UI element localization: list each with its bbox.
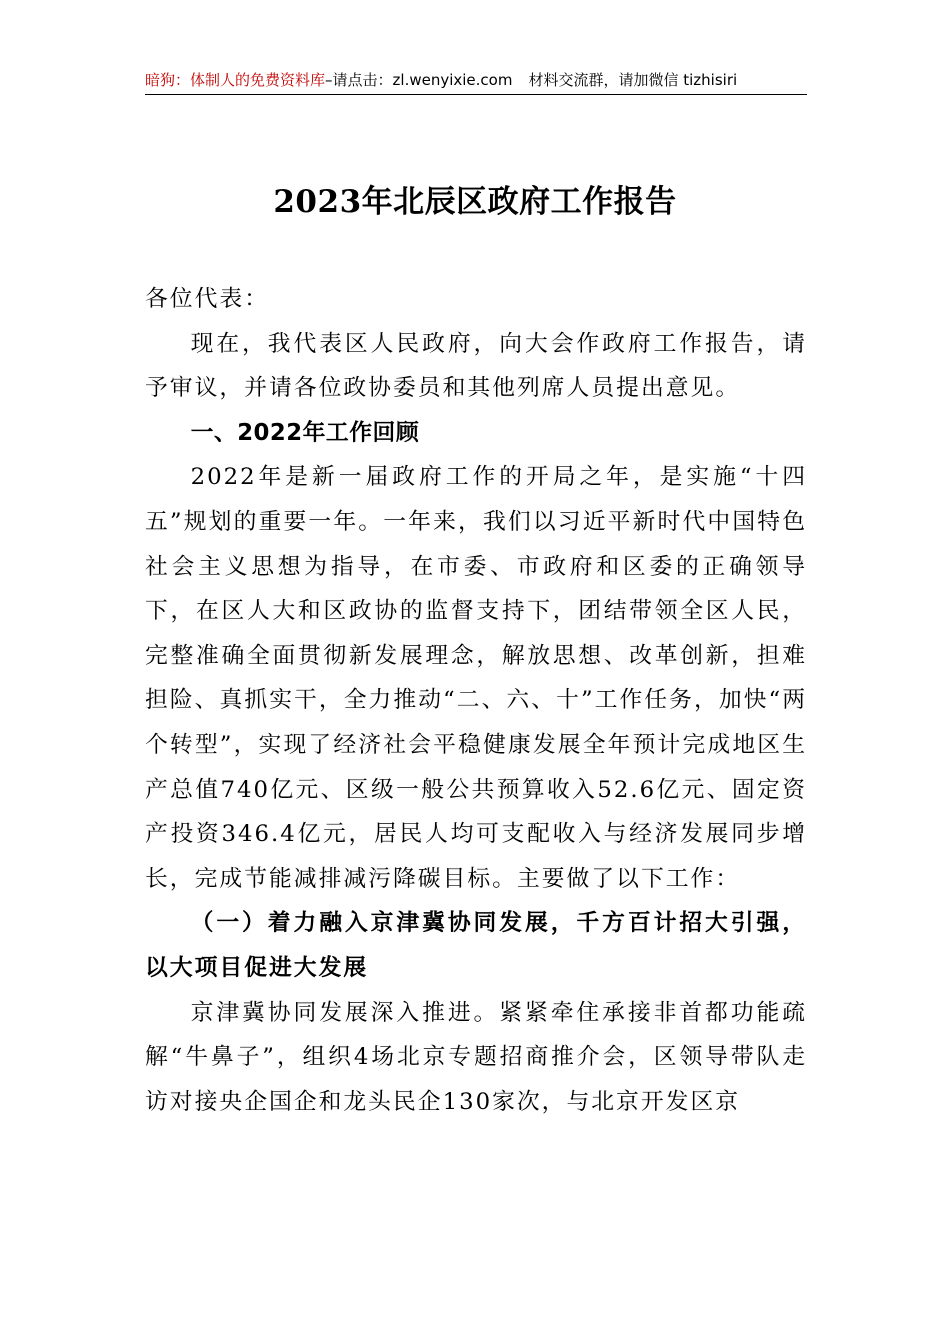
header-site-name: 暗狗：体制人的免费资料库 bbox=[145, 71, 326, 89]
subsection-heading: （一）着力融入京津冀协同发展，千方百计招大引强，以大项目促进大发展 bbox=[145, 910, 807, 981]
header-divider bbox=[145, 94, 807, 95]
document-body bbox=[145, 277, 807, 1124]
intro-paragraph: 现在，我代表区人民政府，向大会作政府工作报告，请予审议，并请各位政协委员和其他列席人员提出意见。 bbox=[145, 330, 807, 402]
document-title: 2023年北辰区政府工作报告 bbox=[273, 184, 677, 220]
header-group-text: 材料交流群，请加微信 tizhisiri bbox=[528, 71, 738, 89]
subsection-paragraph: 京津冀协同发展深入推进。紧紧牵住承接非首都功能疏解“牛鼻子”，组织4场北京专题招商推介会，区领导带队走访对接央企国企和龙头民企130家次，与北京开发区京 bbox=[145, 999, 807, 1115]
section-heading: 一、2022年工作回顾 bbox=[190, 419, 420, 446]
review-paragraph: 2022年是新一届政府工作的开局之年，是实施“十四五”规划的重要一年。一年来，我们以习近平新时代中国特色社会主义思想为指导，在市委、市政府和区委的正确领导下，在区人大和区政协的监督支持下，团结带领全区人民，完整准确全面贯彻新发展理念，解放思想、改革创新，担难担险、真抓实干，全力推动“二、六、十”工作任务，加快“两个转型”，实现了经济社会平稳健康发展全年预计完成地区生产总值740亿元、区级一般公共预算收入52.6亿元、固定资产投资346.4亿元，居民人均可支配收入与经济发展同步增长，完成节能减排减污降碳目标。主要做了以下工作： bbox=[145, 464, 807, 892]
page-header bbox=[145, 70, 807, 90]
header-click-prefix: –请点击： bbox=[325, 71, 393, 89]
header-url-link[interactable]: zl.wenyixie.com bbox=[392, 71, 513, 89]
salutation: 各位代表： bbox=[145, 286, 269, 312]
